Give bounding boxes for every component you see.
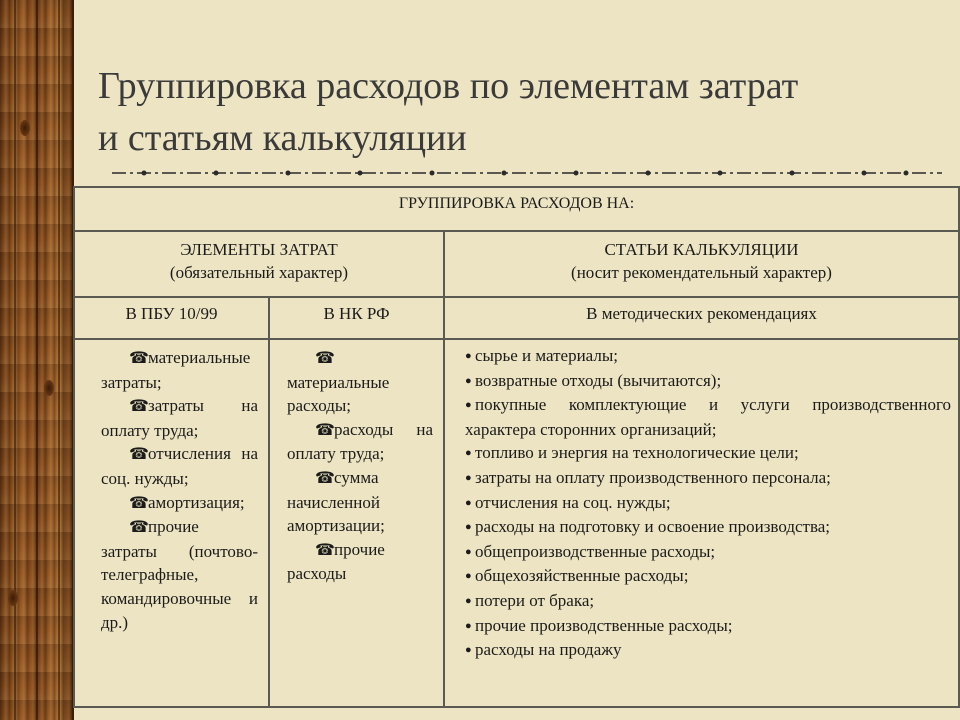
list-item <box>287 418 433 466</box>
list-item-text: прочие <box>148 517 199 537</box>
bullet-icon: ● <box>465 570 472 583</box>
bullet-icon: ● <box>465 496 472 509</box>
calculation-header-title: СТАТЬИ КАЛЬКУЛЯЦИИ <box>604 240 799 259</box>
slide-title <box>98 60 938 164</box>
list-item <box>287 466 433 538</box>
list-item-text-cont: ьные расходы; <box>287 372 390 416</box>
list-item <box>465 491 951 516</box>
list-item-text: отчисления <box>148 444 231 464</box>
pbu-items-list <box>101 346 258 634</box>
bullet-icon: ● <box>465 521 472 534</box>
list-item-text: топливо и энергия на технологические цели; <box>475 443 799 463</box>
dotted-divider <box>112 166 942 180</box>
bullet-icon: ● <box>465 399 472 412</box>
list-item-text-cont: на соц. нужды; <box>101 444 258 488</box>
list-item <box>101 491 258 516</box>
elements-header <box>75 238 443 284</box>
calculation-header-subtitle: (носит рекомендательный характер) <box>571 263 832 282</box>
calculation-header <box>445 238 958 284</box>
list-item-text: отчисления на соц. нужды; <box>475 492 671 512</box>
subheader-nk: В НК РФ <box>323 304 390 323</box>
list-item-text: общехозяйственные расходы; <box>475 566 689 586</box>
nk-items-list <box>287 346 433 586</box>
telephone-icon: ☎ <box>315 541 335 559</box>
list-item-text: затраты на оплату производственного персонала; <box>475 467 831 487</box>
list-item <box>287 538 433 586</box>
list-item-text: возвратные отходы (вычитаются); <box>475 370 722 390</box>
bullet-icon: ● <box>465 594 472 607</box>
list-item-text-cont: затраты (почтово-телеграфные, командировочные и др.) <box>101 541 258 632</box>
list-item-text: амортизац <box>148 492 223 512</box>
list-item-text-cont: ые затраты; <box>101 348 251 392</box>
list-item-text: материал <box>287 372 354 392</box>
telephone-icon: ☎ <box>315 421 335 439</box>
telephone-icon: ☎ <box>129 398 149 416</box>
bullet-icon: ● <box>465 374 472 387</box>
list-item <box>465 344 951 369</box>
list-item-text-cont: ия; <box>222 492 245 512</box>
list-item-text: общепроизводственные расходы; <box>475 541 716 561</box>
list-item <box>465 466 951 491</box>
list-item-text: прочие <box>334 539 385 559</box>
list-item <box>465 564 951 589</box>
list-item-text: расходы <box>334 419 394 439</box>
list-item-text: расходы на подготовку и освоение производства; <box>475 517 831 537</box>
bullet-icon: ● <box>465 545 472 558</box>
telephone-icon: ☎ <box>315 469 335 487</box>
list-item-text: сумма <box>334 467 379 487</box>
list-item-text: расходы на продажу <box>475 640 622 660</box>
list-item <box>465 393 951 441</box>
telephone-icon: ☎ <box>129 446 149 464</box>
list-item <box>465 515 951 540</box>
list-item <box>465 540 951 565</box>
wood-strip <box>0 0 74 720</box>
elements-header-title: ЭЛЕМЕНТЫ ЗАТРАТ <box>180 240 338 259</box>
list-item <box>465 589 951 614</box>
list-item-text-cont: на оплату труда; <box>287 419 433 464</box>
bullet-icon: ● <box>465 471 472 484</box>
list-item-text: материальн <box>148 348 232 367</box>
list-item-text-cont: оплату труда; <box>101 420 199 440</box>
list-item <box>101 442 258 490</box>
telephone-icon: ☎ <box>129 519 149 537</box>
list-item <box>101 346 258 394</box>
bullet-icon: ● <box>465 447 472 460</box>
list-item-text: прочие производственные расходы; <box>475 615 733 635</box>
list-item-text: затраты на <box>148 396 258 416</box>
list-item <box>465 614 951 639</box>
grouping-table <box>73 186 960 708</box>
telephone-icon: ☎ <box>129 494 149 512</box>
bullet-icon: ● <box>465 350 472 362</box>
slide-title-line-2: и статьям калькуляции <box>98 117 467 159</box>
list-item <box>465 638 951 663</box>
list-item-text: сырье и материалы; <box>475 346 619 365</box>
bullet-icon: ● <box>465 619 472 632</box>
subheader-method: В методических рекомендациях <box>586 304 817 323</box>
telephone-icon: ☎ <box>129 350 149 367</box>
list-item-text: покупные комплектующие и услуги производственного характера сторонних организаций; <box>465 395 951 439</box>
method-items-list <box>465 344 951 663</box>
list-item-text-cont: расходы <box>287 564 347 584</box>
list-item-text: потери от брака; <box>475 590 595 610</box>
elements-header-subtitle: (обязательный характер) <box>169 263 349 282</box>
bullet-icon: ● <box>465 644 472 657</box>
table-heading: ГРУППИРОВКА РАСХОДОВ НА: <box>398 195 635 212</box>
list-item-text-cont: начисленной амортизации; <box>287 492 385 536</box>
list-item <box>465 441 951 466</box>
slide-title-line-1: Группировка расходов по элементам затрат <box>98 65 799 107</box>
telephone-icon: ☎ <box>315 350 335 367</box>
list-item <box>101 515 258 634</box>
list-item <box>101 394 258 442</box>
list-item <box>287 346 433 418</box>
list-item <box>465 369 951 394</box>
subheader-pbu: В ПБУ 10/99 <box>125 304 218 323</box>
